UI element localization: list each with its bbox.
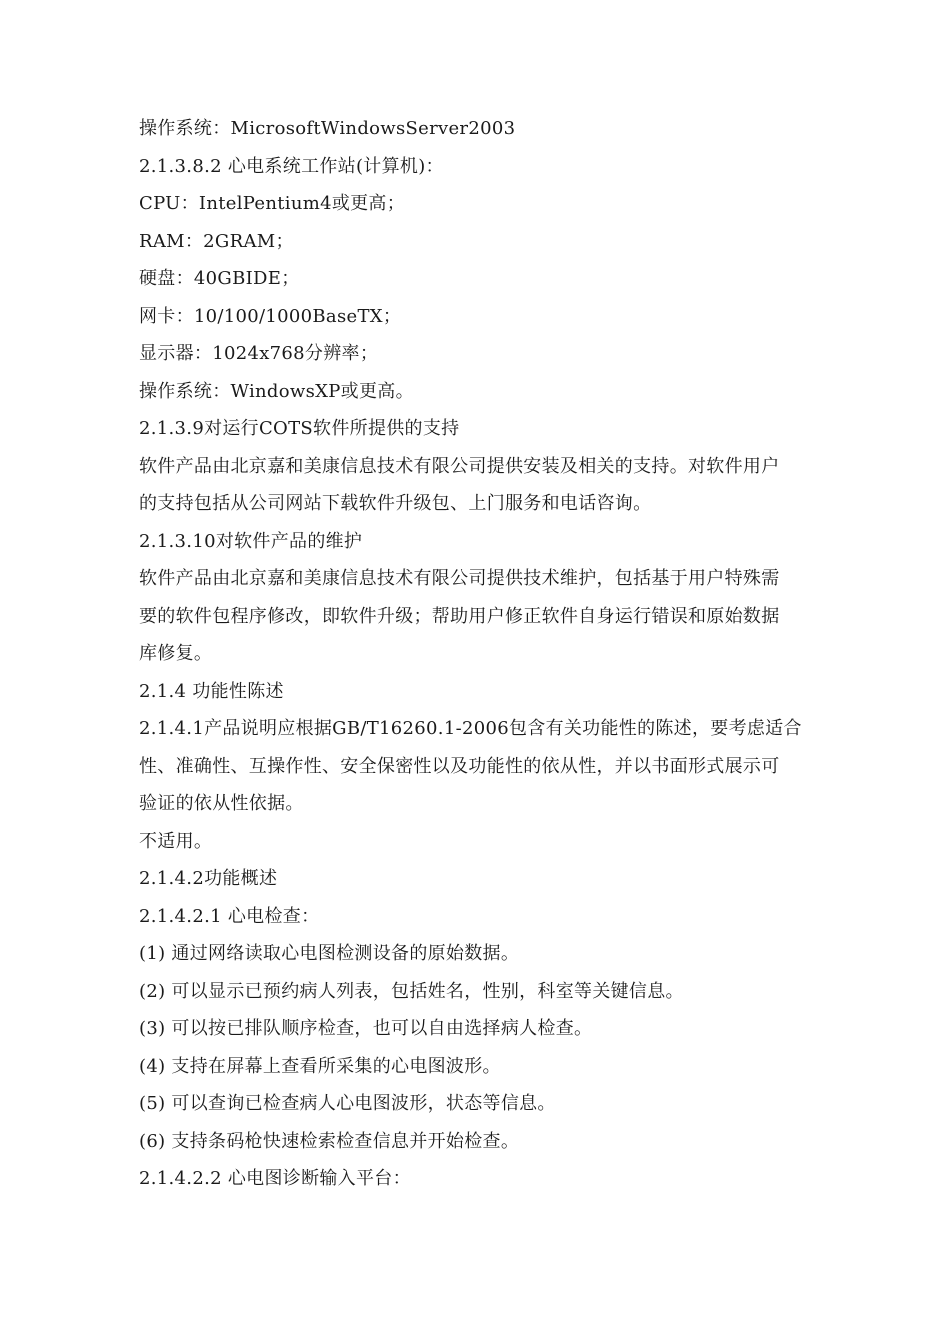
functional-statement-line-3: 验证的依从性依据。	[139, 793, 304, 814]
os-workstation-line: 操作系统：WindowsXP或更高。	[139, 380, 414, 402]
section-heading-2-1-4-2-1: 2.1.4.2.1 心电检查：	[139, 905, 320, 927]
section-heading-2-1-4-2-2: 2.1.4.2.2 心电图诊断输入平台：	[139, 1168, 411, 1189]
list-item-3: (3) 可以按已排队顺序检查，也可以自由选择病人检查。	[139, 1018, 593, 1039]
cpu-line: CPU：IntelPentium4或更高；	[139, 193, 406, 214]
disk-line: 硬盘：40GBIDE；	[139, 268, 300, 289]
display-line: 显示器：1024x768分辨率；	[139, 343, 379, 364]
maintenance-paragraph-line-3: 库修复。	[139, 643, 213, 664]
list-item-6: (6) 支持条码枪快速检索检查信息并开始检查。	[139, 1130, 520, 1152]
section-heading-2-1-4: 2.1.4 功能性陈述	[139, 680, 284, 702]
list-item-5: (5) 可以查询已检查病人心电图波形，状态等信息。	[139, 1093, 556, 1114]
list-item-1: (1) 通过网络读取心电图检测设备的原始数据。	[139, 943, 520, 964]
list-item-4: (4) 支持在屏幕上查看所采集的心电图波形。	[139, 1055, 501, 1077]
not-applicable-line: 不适用。	[139, 830, 213, 852]
section-heading-2-1-3-10: 2.1.3.10对软件产品的维护	[139, 530, 363, 552]
section-heading-2-1-3-8-2: 2.1.3.8.2 心电系统工作站(计算机)：	[139, 155, 444, 177]
functional-statement-line-2: 性、准确性、互操作性、安全保密性以及功能性的依从性，并以书面形式展示可	[139, 755, 780, 777]
support-paragraph-line-2: 的支持包括从公司网站下载软件升级包、上门服务和电话咨询。	[139, 493, 652, 514]
os-server-line: 操作系统：MicrosoftWindowsServer2003	[139, 118, 516, 139]
support-paragraph-line-1: 软件产品由北京嘉和美康信息技术有限公司提供安装及相关的支持。对软件用户	[139, 455, 780, 477]
section-heading-2-1-3-9: 2.1.3.9对运行COTS软件所提供的支持	[139, 418, 460, 439]
list-item-2: (2) 可以显示已预约病人列表，包括姓名，性别，科室等关键信息。	[139, 980, 684, 1002]
section-heading-2-1-4-2: 2.1.4.2功能概述	[139, 868, 278, 889]
ram-line: RAM：2GRAM；	[139, 230, 294, 252]
nic-line: 网卡：10/100/1000BaseTX；	[139, 305, 402, 327]
document-body	[139, 110, 819, 1198]
functional-statement-line-1: 2.1.4.1产品说明应根据GB/T16260.1-2006包含有关功能性的陈述，要考虑适合	[139, 718, 802, 739]
maintenance-paragraph-line-1: 软件产品由北京嘉和美康信息技术有限公司提供技术维护，包括基于用户特殊需	[139, 568, 780, 589]
maintenance-paragraph-line-2: 要的软件包程序修改，即软件升级；帮助用户修正软件自身运行错误和原始数据	[139, 605, 780, 627]
